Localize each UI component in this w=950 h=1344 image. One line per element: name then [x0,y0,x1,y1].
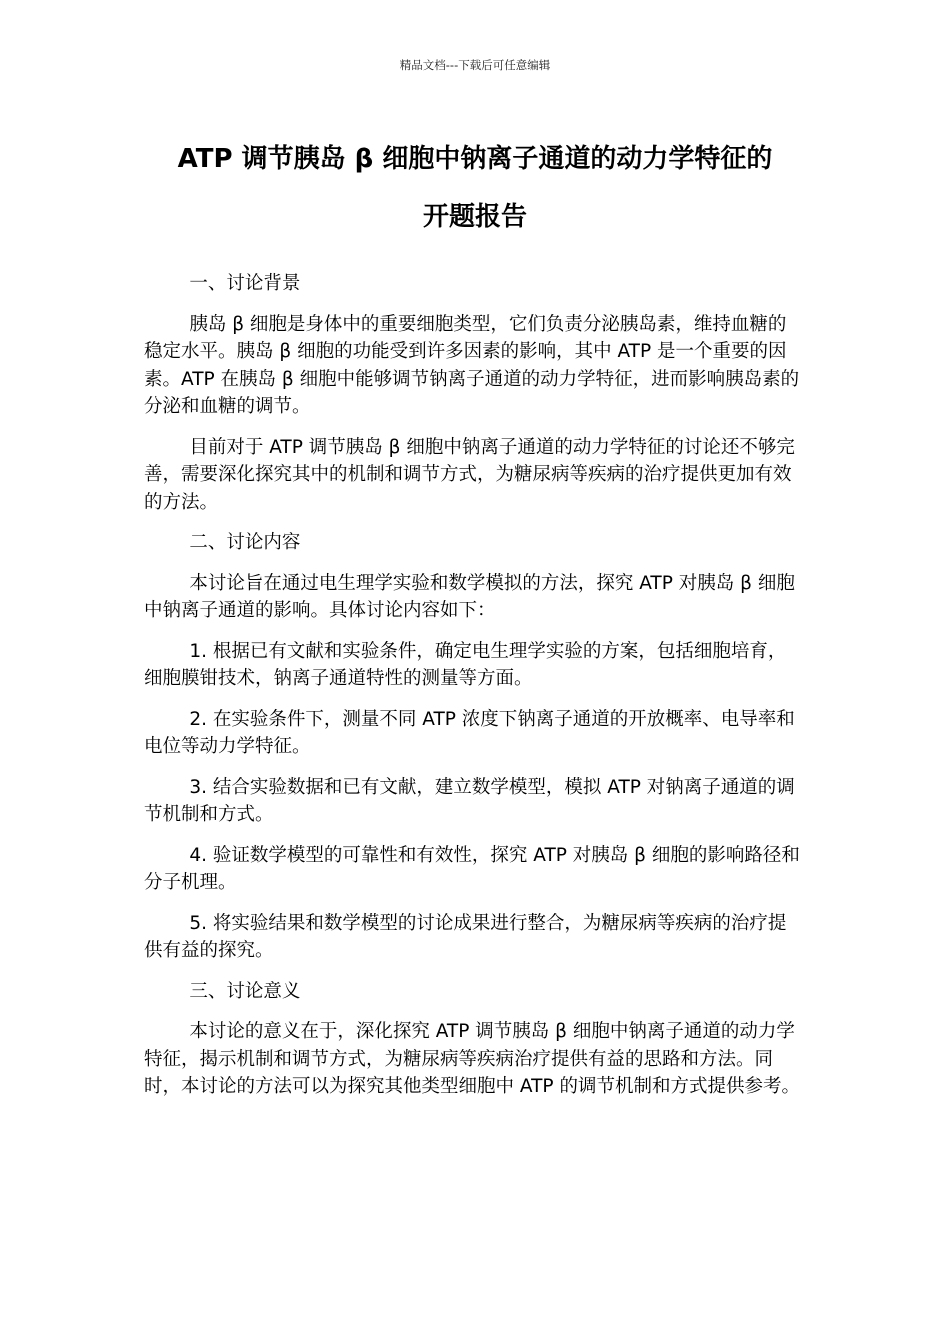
document-title-line-1: ATP 调节胰岛 β 细胞中钠离子通道的动力学特征的 [177,144,773,174]
content-list-item-1: 1. 根据已有文献和实验条件，确定电生理学实验的方案，包括细胞培育，细胞膜钳技术，钠离子通道特性的测量等方面。 [144,640,787,689]
section-heading-significance: 三、讨论意义 [189,980,301,1002]
section-heading-background: 一、讨论背景 [189,273,301,294]
section-heading-content: 二、讨论内容 [189,532,301,553]
content-list-item-5: 5. 将实验结果和数学模型的讨论成果进行整合，为糖尿病等疾病的治疗提供有益的探究。 [144,912,787,961]
document-title [120,130,830,246]
document-body [144,270,804,1114]
document-title-line-2: 开题报告 [422,202,527,232]
significance-paragraph-1: 本讨论的意义在于，深化探究 ATP 调节胰岛 β 细胞中钠离子通道的动力学特征，揭示机制和调节方式，为糖尿病等疾病治疗提供有益的思路和方法。同时，本讨论的方法可以为探究其他类型细胞中 ATP 的调节机制和方式提供参考。 [144,1021,800,1097]
content-list-item-3: 3. 结合实验数据和已有文献，建立数学模型，模拟 ATP 对钠离子通道的调节机制和方式。 [144,776,795,825]
content-intro-paragraph: 本讨论旨在通过电生理学实验和数学模拟的方法，探究 ATP 对胰岛 β 细胞中钠离子通道的影响。具体讨论内容如下： [144,572,795,621]
background-paragraph-2: 目前对于 ATP 调节胰岛 β 细胞中钠离子通道的动力学特征的讨论还不够完善，需要深化探究其中的机制和调节方式，为糖尿病等疾病的治疗提供更加有效的方法。 [144,436,795,513]
content-list-item-4: 4. 验证数学模型的可靠性和有效性，探究 ATP 对胰岛 β 细胞的影响路径和分子机理。 [144,844,800,893]
content-list-item-2: 2. 在实验条件下，测量不同 ATP 浓度下钠离子通道的开放概率、电导率和电位等动力学特征。 [144,708,795,757]
background-paragraph-1: 胰岛 β 细胞是身体中的重要细胞类型，它们负责分泌胰岛素，维持血糖的稳定水平。胰岛 β 细胞的功能受到许多因素的影响，其中 ATP 是一个重要的因素。ATP 在胰岛 β 细胞中能够调节钠离子通道的动力学特征，进而影响胰岛素的分泌和血糖的调节。 [144,313,800,417]
page-header: 精品文档---下载后可任意编辑 [399,58,551,72]
